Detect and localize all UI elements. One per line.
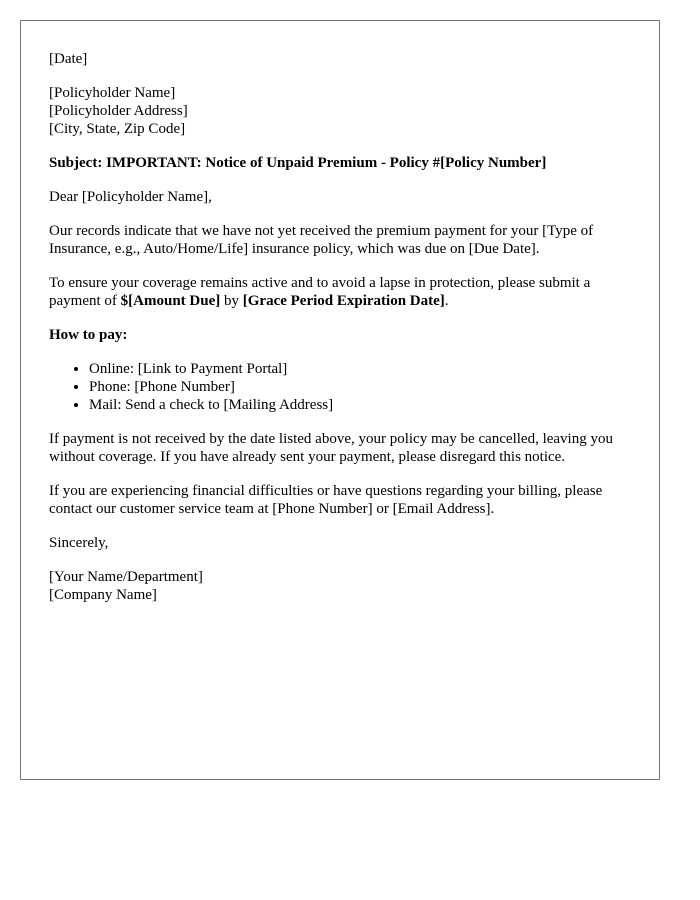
recipient-city-state-zip: [City, State, Zip Code] <box>49 121 186 137</box>
how-to-pay-heading: How to pay: <box>49 327 128 343</box>
paragraph-submit-payment <box>49 274 631 310</box>
grace-period-date: [Grace Period Expiration Date] <box>242 293 445 309</box>
letter-page <box>20 20 660 780</box>
paragraph-payment-not-received: Our records indicate that we have not yet received the premium payment for your [Type of Insurance, e.g., Auto/Home/Life] insurance policy, which was due on [Due Date]. <box>49 223 594 257</box>
paragraph-contact-support: If you are experiencing financial difficulties or have questions regarding your billing, please contact our customer service team at [Phone Number] or [Email Address]. <box>49 483 603 517</box>
recipient-name: [Policyholder Name] <box>49 85 176 101</box>
recipient-block <box>49 84 631 138</box>
subject-line: Subject: IMPORTANT: Notice of Unpaid Premium - Policy #[Policy Number] <box>49 155 547 171</box>
signature-block <box>49 568 631 604</box>
recipient-address: [Policyholder Address] <box>49 103 188 119</box>
submit-payment-suffix: . <box>444 293 449 309</box>
payment-method-online: • Online: [Link to Payment Portal] <box>89 360 631 378</box>
paragraph-cancellation-warning: If payment is not received by the date listed above, your policy may be cancelled, leaving you without coverage. If you have already sent your payment, please disregard this notice. <box>49 431 613 465</box>
payment-method-mail: • Mail: Send a check to [Mailing Address] <box>89 396 631 414</box>
submit-payment-middle: by <box>220 293 243 309</box>
payment-methods-list <box>49 360 631 414</box>
submit-payment-prefix: To ensure your coverage remains active and to avoid a lapse in protection, please submit a payment of <box>49 275 591 309</box>
signature-name: [Your Name/Department] <box>49 569 203 585</box>
payment-method-phone: • Phone: [Phone Number] <box>89 378 631 396</box>
closing: Sincerely, <box>49 535 109 551</box>
amount-due: $[Amount Due] <box>120 293 221 309</box>
letter-date: [Date] <box>49 51 88 67</box>
signature-company: [Company Name] <box>49 587 157 603</box>
salutation: Dear [Policyholder Name], <box>49 189 212 205</box>
